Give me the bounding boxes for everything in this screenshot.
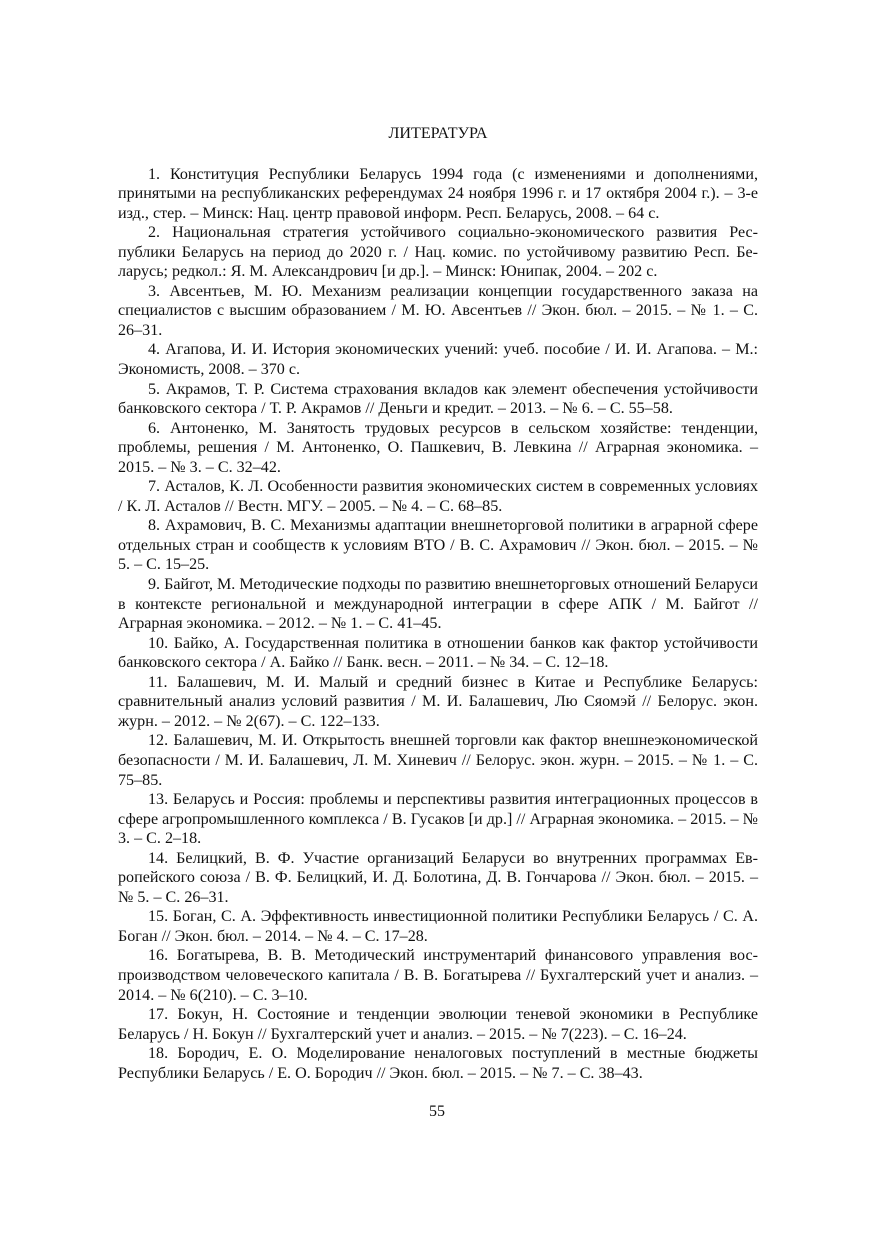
bibliography-page: [118, 124, 758, 1083]
reference-item: 2. Национальная стратегия устойчивого социально-экономического развития Республики Беларусь на период до 2020 г. / Нац. комис. по устойчивому развитию Респ. Беларусь; редкол.: Я. М. Александрович [и др.]. – Минск: Юнипак, 2004. – 202 с.: [118, 224, 758, 281]
reference-item: 14. Белицкий, В. Ф. Участие организаций Беларуси во внутренних программах Европейского союза / В. Ф. Белицкий, И. Д. Болотина, Д. В. Гончарова // Экон. бюл. – 2015. – № 5. – С. 26–31.: [118, 849, 758, 906]
reference-item: 13. Беларусь и Россия: проблемы и перспективы развития интеграционных процессов в сфере агропромышленного комплекса / В. Гусаков [и др.] // Аграрная экономика. – 2015. – № 3. – С. 2–18.: [118, 791, 758, 848]
reference-item: 1. Конституция Республики Беларусь 1994 года (с изменениями и дополнениями, принятыми на республиканских референдумах 24 ноября 1996 г. и 17 октября 2004 г.). – 3-е изд., стер. – Минск: Нац. центр правовой информ. Респ. Беларусь, 2008. – 64 с.: [118, 165, 758, 222]
reference-item: 4. Агапова, И. И. История экономических учений: учеб. пособие / И. И. Агапова. – М.: Экономисть, 2008. – 370 с.: [118, 341, 758, 379]
reference-item: 15. Боган, С. А. Эффективность инвестиционной политики Республики Беларусь / С. А. Боган // Экон. бюл. – 2014. – № 4. – С. 17–28.: [118, 908, 758, 945]
reference-item: 12. Балашевич, М. И. Открытость внешней торговли как фактор внешнеэкономической безопасности / М. И. Балашевич, Л. М. Хиневич // Белорус. экон. журн. – 2015. – № 1. – С. 75–85.: [118, 732, 758, 789]
reference-item: 6. Антоненко, М. Занятость трудовых ресурсов в сельском хозяйстве: тенденции, проблемы, решения / М. Антоненко, О. Пашкевич, В. Левкина // Аграрная экономика. – 2015. – № 3. – С. 32–42.: [118, 419, 758, 476]
reference-item: 16. Богатырева, В. В. Методический инструментарий финансового управления воспроизводством человеческого капитала / В. В. Богатырева // Бухгалтерский учет и анализ. – 2014. – № 6(210). – С. 3–10.: [118, 947, 758, 1004]
page-number: 55: [429, 1103, 445, 1120]
reference-item: 5. Акрамов, Т. Р. Система страхования вкладов как элемент обеспечения устойчивости банковского сектора / Т. Р. Акрамов // Деньги и кредит. – 2013. – № 6. – С. 55–58.: [118, 380, 758, 418]
reference-item: 10. Байко, А. Государственная политика в отношении банков как фактор устойчивости банковского сектора / А. Байко // Банк. весн. – 2011. – № 34. – С. 12–18.: [118, 634, 758, 672]
reference-item: 18. Бородич, Е. О. Моделирование неналоговых поступлений в местные бюджеты Республики Беларусь / Е. О. Бородич // Экон. бюл. – 2015. – № 7. – С. 38–43.: [118, 1045, 758, 1082]
reference-list: [118, 165, 758, 1084]
reference-item: 3. Авсентьев, М. Ю. Механизм реализации концепции государственного заказа на специалистов с высшим образованием / М. Ю. Авсентьев // Экон. бюл. – 2015. – № 1. – С. 26–31.: [118, 282, 758, 339]
section-heading: ЛИТЕРАТУРА: [388, 125, 488, 142]
reference-item: 11. Балашевич, М. И. Малый и средний бизнес в Китае и Республике Беларусь: сравнительный анализ условий развития / М. И. Балашевич, Лю Сяомэй // Белорус. экон. журн. – 2012. – № 2(67). – С. 122–133.: [118, 673, 758, 730]
reference-item: 8. Ахрамович, В. С. Механизмы адаптации внешнеторговой политики в аграрной сфере отдельных стран и сообществ к условиям ВТО / В. С. Ахрамович // Экон. бюл. – 2015. – № 5. – С. 15–25.: [118, 517, 758, 574]
reference-item: 9. Байгот, М. Методические подходы по развитию внешнеторговых отношений Беларуси в контексте региональной и международной интеграции в сфере АПК / М. Байгот // Аграрная экономика. – 2012. – № 1. – С. 41–45.: [118, 576, 759, 633]
reference-item: 7. Асталов, К. Л. Особенности развития экономических систем в современных условиях / К. Л. Асталов // Вестн. МГУ. – 2005. – № 4. – С. 68–85.: [118, 478, 758, 515]
reference-item: 17. Бокун, Н. Состояние и тенденции эволюции теневой экономики в Республике Беларусь / Н. Бокун // Бухгалтерский учет и анализ. – 2015. – № 7(223). – С. 16–24.: [118, 1006, 758, 1043]
